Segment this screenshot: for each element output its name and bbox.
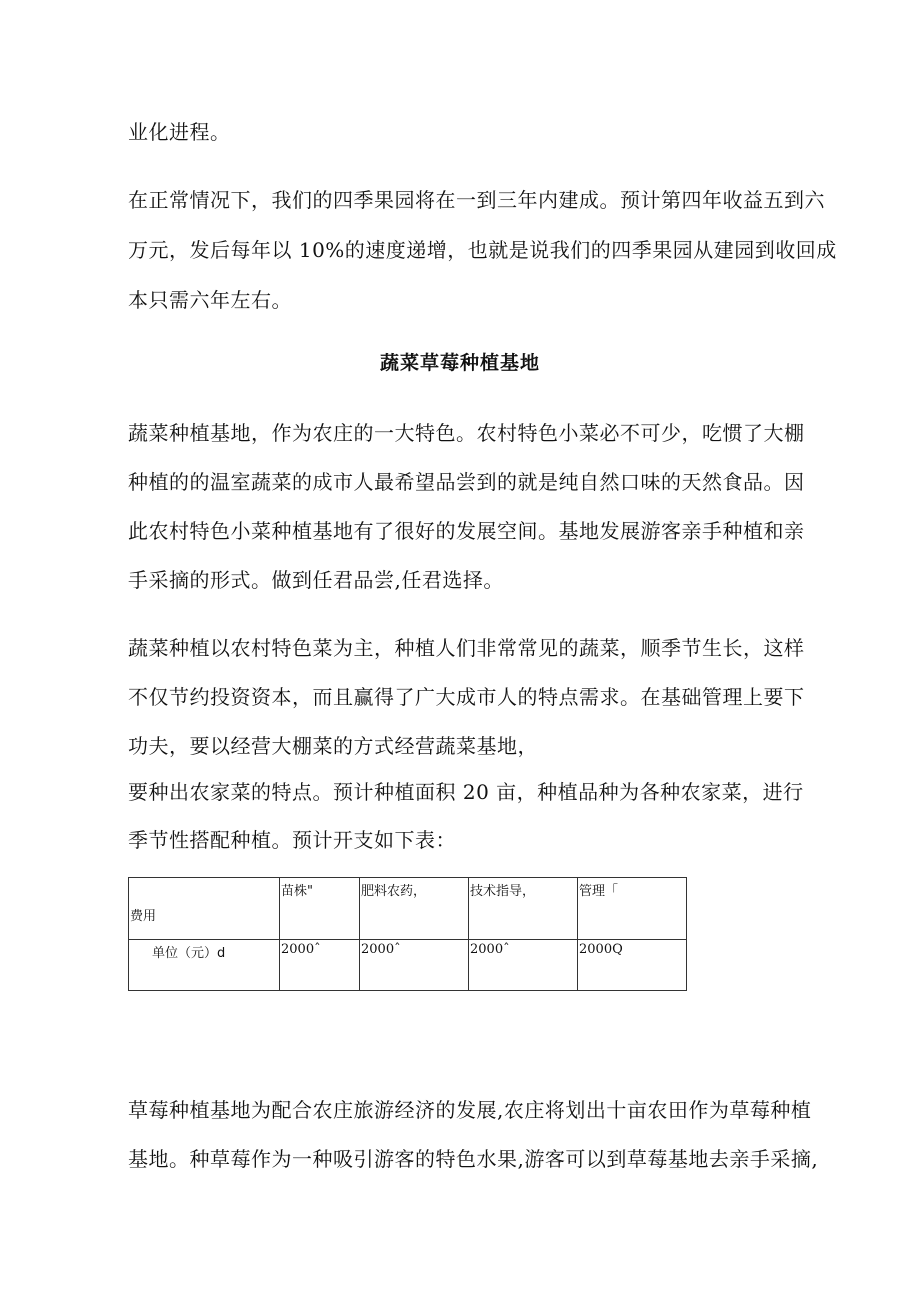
- paragraph-line: 要种出农家菜的特点。预计种植面积 20 亩，种植品种为各种农家菜，进行: [128, 780, 804, 804]
- table-cell: 管理「: [578, 878, 687, 940]
- cost-table: [128, 877, 687, 991]
- paragraph-line: 功夫，要以经营大棚菜的方式经营蔬菜基地，: [128, 734, 538, 758]
- paragraph-line: 业化进程。: [128, 120, 231, 144]
- table-cell: 2000ˆ: [360, 940, 469, 991]
- paragraph-line: 种植的的温室蔬菜的成市人最希望品尝到的就是纯自然口味的天然食品。因: [128, 470, 805, 494]
- paragraph-line: 草莓种植基地为配合农庄旅游经济的发展,农庄将划出十亩农田作为草莓种植: [128, 1098, 812, 1122]
- table-cell: 苗株": [280, 878, 360, 940]
- paragraph-line: 在正常情况下，我们的四季果园将在一到三年内建成。预计第四年收益五到六: [128, 188, 825, 212]
- paragraph-line: 不仅节约投资资本，而且赢得了广大成市人的特点需求。在基础管理上要下: [128, 685, 805, 709]
- table-row: [129, 940, 687, 991]
- section-heading: 蔬菜草莓种植基地: [379, 352, 540, 374]
- paragraph-line: 蔬菜种植基地，作为农庄的一大特色。农村特色小菜必不可少，吃惯了大棚: [128, 421, 805, 445]
- paragraph-line: 季节性搭配种植。预计开支如下表：: [128, 828, 456, 852]
- table-cell: 2000ˆ: [280, 940, 360, 991]
- paragraph-line: 万元，发后每年以 10%的速度递增，也就是说我们的四季果园从建园到收回成: [128, 238, 837, 262]
- paragraph-line: 蔬菜种植以农村特色菜为主，种植人们非常常见的蔬菜，顺季节生长，这样: [128, 636, 805, 660]
- table-header-row: [129, 878, 687, 940]
- paragraph-line: 本只需六年左右。: [128, 288, 292, 312]
- paragraph-line: 此农村特色小菜种植基地有了很好的发展空间。基地发展游客亲手种植和亲: [128, 519, 805, 543]
- table-cell: 技术指导，: [469, 878, 578, 940]
- table-cell: 费用: [129, 878, 280, 940]
- table-cell: 单位（元）d: [129, 940, 280, 991]
- paragraph-line: 基地。种草莓作为一种吸引游客的特色水果,游客可以到草莓基地去亲手采摘,: [128, 1147, 819, 1171]
- paragraph-line: 手采摘的形式。做到任君品尝,任君选择。: [128, 568, 504, 592]
- table-cell: 肥料农药，: [360, 878, 469, 940]
- table-cell: 2000Q: [578, 940, 687, 991]
- table-cell: 2000ˆ: [469, 940, 578, 991]
